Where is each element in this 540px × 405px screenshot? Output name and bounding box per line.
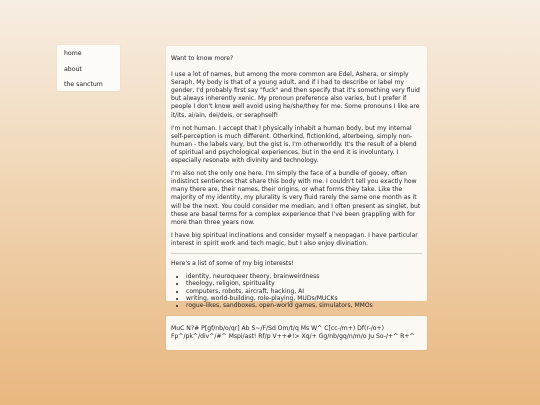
nav-link-the-sanctum[interactable]: the sanctum <box>64 81 103 88</box>
intro-paragraph-names: I use a lot of names, but among the more common are Edel, Ashera, or simply Seraph. My body is that of a young adult, and if I had to describe or label my gender, I'd probably first say "fuck" and then specify that it's something very fluid but always inherently xenic. My pronoun preference also varies, but I prefer if people I don't know well avoid using he/she/they for me. Some pronouns I like are it/its, ai/ain, dei/deis, or seraphself! <box>171 71 420 119</box>
section-divider <box>171 253 422 254</box>
nav-link-home[interactable]: home <box>64 50 82 57</box>
site-nav <box>57 45 120 91</box>
intro-paragraph-plurality: I'm also not the only one here. I'm simply the face of a bundle of gooey, often indistinct sentiences that share this body with me. I couldn't tell you exactly how many there are, their names, their origins, or what forms they take. Like the majority of my identity, my plurality is very fluid rarely the same one month as it will be the next. You could consider me median, and I often present as singlet, but these are basal terms for a complex experience that I've been grappling with for more than three years now. <box>171 170 421 226</box>
interest-item: • computers, robots, aircraft, hacking, AI <box>186 288 422 295</box>
about-panel <box>166 46 427 310</box>
interest-item: • writing, world-building, role-playing, MUDs/MUCKs <box>186 295 422 302</box>
interest-item: • theology, religion, spirituality <box>186 280 422 287</box>
intro-paragraph-spirituality: I have big spiritual inclinations and consider myself a neopagan. I have particular interest in spirit work and tech magic, but I also enjoy divination. <box>171 231 418 247</box>
interests-heading: Here's a list of some of my big interests! <box>171 259 294 267</box>
nav-link-about[interactable]: about <box>64 65 82 73</box>
code-line: MuC N?# P[gf/nb/o/qr] Ab S~/F/Sd Om/t/q Ms W^ C[cc-/m+) Df(r-/o+) <box>171 325 384 332</box>
interest-item: • identity, neuroqueer theory, brainweirdness <box>186 273 422 280</box>
intro-paragraph-nonhuman: I'm not human. I accept that I physically inhabit a human body, but my internal self-perception is much different. Otherkind, fictionkind, alterbeing, simply non-human - the labels vary, but the gist is, I'm otherworldly. It's the result of a blend of spiritual and psychological experiences, but in the end it is involuntary. I especially resonate with divinity and technology. <box>171 124 417 165</box>
intro-question: Want to know more? <box>171 55 234 62</box>
interest-item: • rogue-likes, sandboxes, open-world games, simulators, MMOs <box>186 302 422 309</box>
code-line: Fp^/pk^/div^/#^ Mspi/ast! Rf/p V++#!> Xq/+ Gg/nb/gq/n/m/o Ju So-/+^ R+^ <box>171 333 415 340</box>
interests-list <box>171 273 422 309</box>
code-panel <box>166 316 427 350</box>
